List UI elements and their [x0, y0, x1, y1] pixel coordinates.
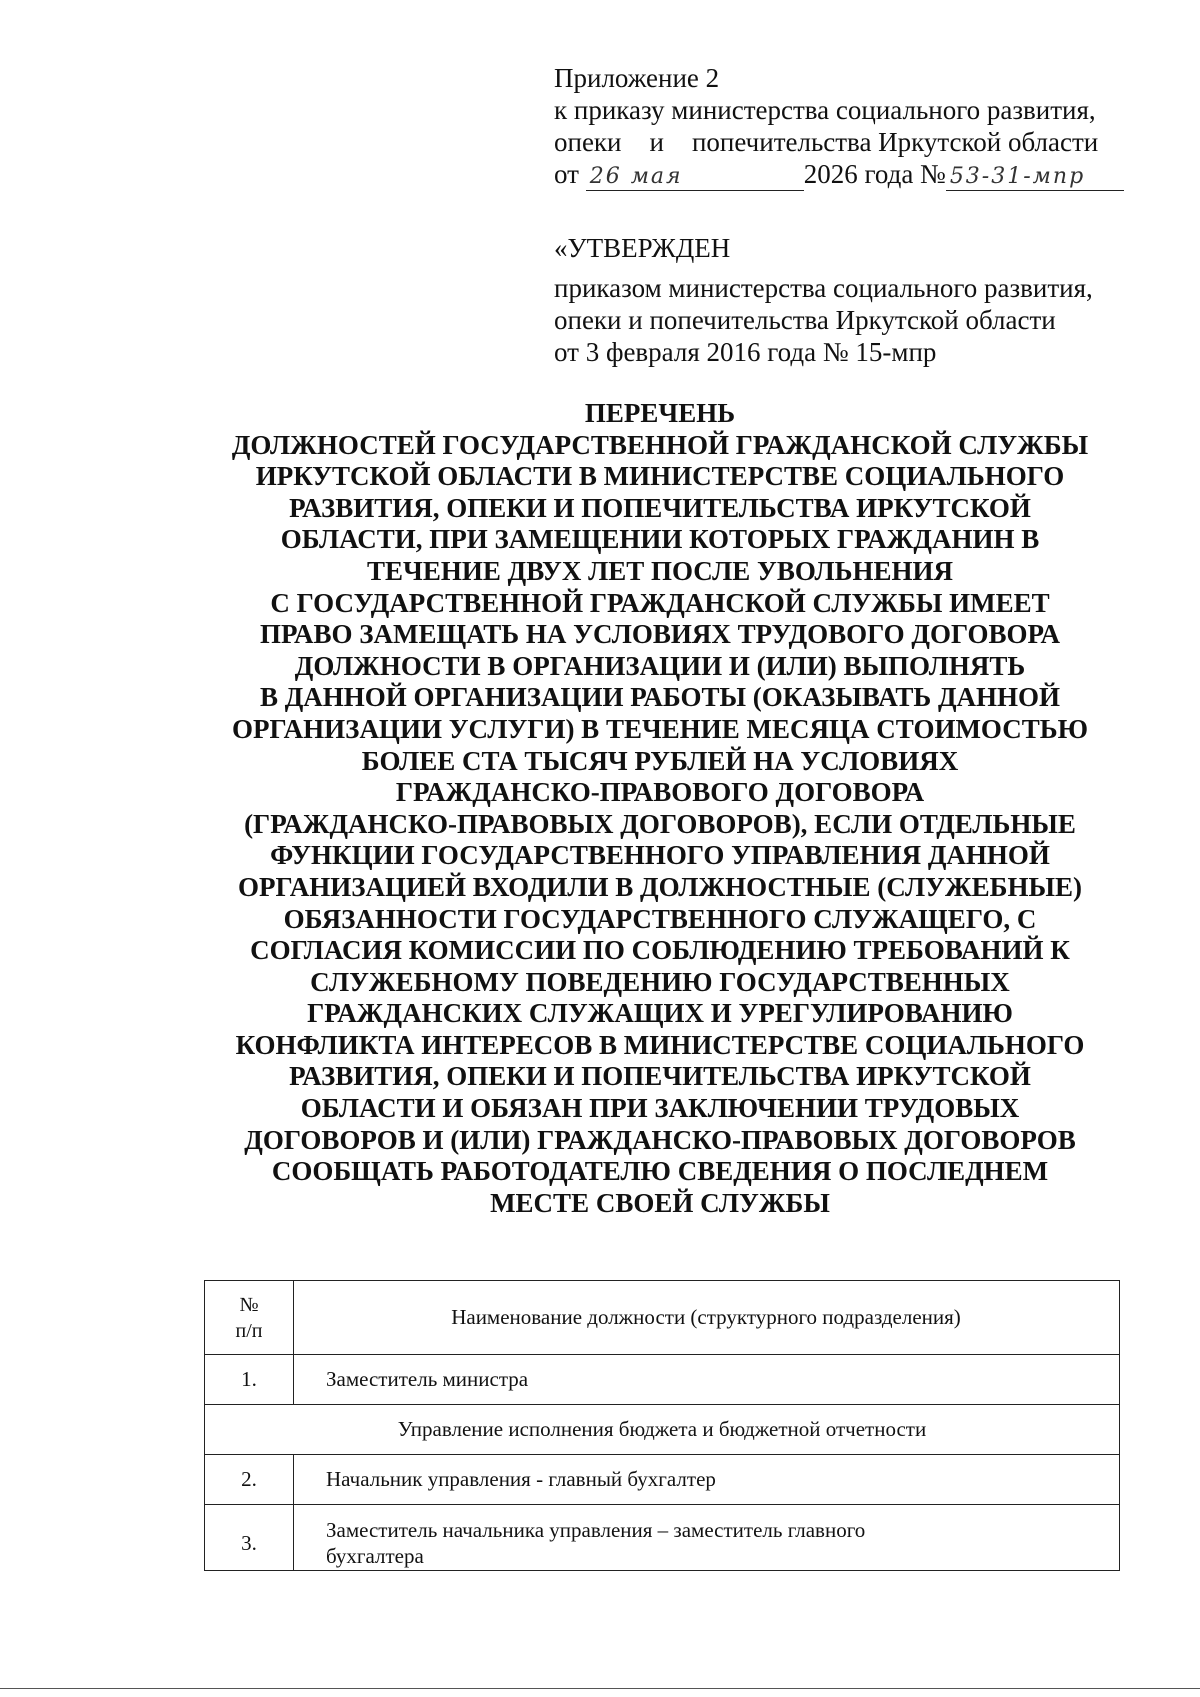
- title-line: ДОЛЖНОСТЕЙ ГОСУДАРСТВЕННОЙ ГРАЖДАНСКОЙ СЛУЖБЫ: [231, 429, 1089, 460]
- approved-heading: «УТВЕРЖДЕН: [554, 233, 731, 263]
- table-row: [205, 1355, 1120, 1405]
- approved-line-2: опеки и попечительства Иркутской области: [554, 305, 1056, 335]
- handwritten-number: 53-31-мпр: [946, 164, 1124, 191]
- appendix-word-opeki: опеки: [554, 127, 622, 157]
- title-line: ОБЯЗАННОСТИ ГОСУДАРСТВЕННОГО СЛУЖАЩЕГО, С: [283, 903, 1037, 934]
- appendix-word-and: и: [649, 127, 664, 157]
- header-number-sign: №: [239, 1293, 259, 1316]
- title-line: ГРАЖДАНСКИХ СЛУЖАЩИХ И УРЕГУЛИРОВАНИЮ: [307, 998, 1013, 1029]
- title-line: ГРАЖДАНСКО-ПРАВОВОГО ДОГОВОРА: [395, 777, 925, 808]
- title-line: СООБЩАТЬ РАБОТОДАТЕЛЮ СВЕДЕНИЯ О ПОСЛЕДНЕМ: [271, 1156, 1049, 1187]
- table-header-row: [205, 1281, 1120, 1355]
- title-line: ТЕЧЕНИЕ ДВУХ ЛЕТ ПОСЛЕ УВОЛЬНЕНИЯ: [367, 555, 953, 586]
- positions-table: [204, 1280, 1120, 1571]
- year-text: 2026 года №: [803, 159, 946, 189]
- page-bottom-edge: [0, 1688, 1200, 1689]
- title-line: ДОЛЖНОСТИ В ОРГАНИЗАЦИИ И (ИЛИ) ВЫПОЛНЯТЬ: [294, 650, 1026, 681]
- title-line: ОРГАНИЗАЦИЕЙ ВХОДИЛИ В ДОЛЖНОСТНЫЕ (СЛУЖЕБНЫЕ): [237, 871, 1083, 902]
- row-name-cell: [294, 1505, 1120, 1571]
- appendix-ministry-line: [554, 126, 1114, 158]
- title-line: ФУНКЦИИ ГОСУДАРСТВЕННОГО УПРАВЛЕНИЯ ДАННОЙ: [270, 840, 1050, 871]
- row-number-cell: 3.: [205, 1505, 294, 1571]
- row-name-cell: Начальник управления - главный бухгалтер: [294, 1455, 1120, 1505]
- title-line: ОБЛАСТИ, ПРИ ЗАМЕЩЕНИИ КОТОРЫХ ГРАЖДАНИН В: [280, 524, 1040, 555]
- header-number-cell: [205, 1281, 294, 1355]
- title-line: ОРГАНИЗАЦИИ УСЛУГИ) В ТЕЧЕНИЕ МЕСЯЦА СТОИМОСТЬЮ: [231, 713, 1089, 744]
- title-line: СЛУЖЕБНОМУ ПОВЕДЕНИЮ ГОСУДАРСТВЕННЫХ: [310, 966, 1010, 997]
- appendix-block: [554, 62, 1154, 191]
- title-line: ПРАВО ЗАМЕЩАТЬ НА УСЛОВИЯХ ТРУДОВОГО ДОГОВОРА: [259, 619, 1061, 650]
- approved-block: [554, 232, 1154, 368]
- table-row: [205, 1455, 1120, 1505]
- appendix-word-rest: попечительства Иркутской области: [691, 127, 1099, 157]
- table-section-row: [205, 1405, 1120, 1455]
- title-line: ИРКУТСКОЙ ОБЛАСТИ В МИНИСТЕРСТВЕ СОЦИАЛЬНОГО: [255, 461, 1065, 492]
- title-line: ДОГОВОРОВ И (ИЛИ) ГРАЖДАНСКО-ПРАВОВЫХ ДОГОВОРОВ: [244, 1124, 1076, 1155]
- title-line: (ГРАЖДАНСКО-ПРАВОВЫХ ДОГОВОРОВ), ЕСЛИ ОТДЕЛЬНЫЕ: [244, 808, 1076, 839]
- title-line: РАЗВИТИЯ, ОПЕКИ И ПОПЕЧИТЕЛЬСТВА ИРКУТСКОЙ: [289, 1061, 1031, 1092]
- table-row: [205, 1505, 1120, 1571]
- approved-line-1: приказом министерства социального развития,: [554, 273, 1093, 303]
- header-number-abbr: п/п: [235, 1319, 263, 1342]
- row-name-line: бухгалтера: [326, 1544, 424, 1568]
- from-label: от: [554, 159, 579, 189]
- title-line: В ДАННОЙ ОРГАНИЗАЦИИ РАБОТЫ (ОКАЗЫВАТЬ ДАННОЙ: [259, 682, 1061, 713]
- row-name-line: Заместитель начальника управления – заместитель главного: [326, 1518, 866, 1542]
- title-line: БОЛЕЕ СТА ТЫСЯЧ РУБЛЕЙ НА УСЛОВИЯХ: [361, 745, 959, 776]
- header-name-cell: Наименование должности (структурного подразделения): [294, 1281, 1120, 1355]
- handwritten-date: 26 мая: [586, 164, 804, 191]
- title-line: КОНФЛИКТА ИНТЕРЕСОВ В МИНИСТЕРСТВЕ СОЦИАЛЬНОГО: [235, 1029, 1085, 1060]
- title-line: С ГОСУДАРСТВЕННОЙ ГРАЖДАНСКОЙ СЛУЖБЫ ИМЕЕТ: [270, 587, 1050, 618]
- appendix-order-line: к приказу министерства социального развития,: [554, 95, 1096, 125]
- title-line: РАЗВИТИЯ, ОПЕКИ И ПОПЕЧИТЕЛЬСТВА ИРКУТСКОЙ: [289, 492, 1031, 523]
- row-name-cell: Заместитель министра: [294, 1355, 1120, 1405]
- title-line: МЕСТЕ СВОЕЙ СЛУЖБЫ: [490, 1187, 830, 1218]
- row-number-cell: 1.: [205, 1355, 294, 1405]
- document-title: [190, 398, 1130, 1219]
- title-line: ОБЛАСТИ И ОБЯЗАН ПРИ ЗАКЛЮЧЕНИИ ТРУДОВЫХ: [300, 1093, 1020, 1124]
- appendix-title: Приложение 2: [554, 63, 720, 93]
- title-line: СОГЛАСИЯ КОМИССИИ ПО СОБЛЮДЕНИЮ ТРЕБОВАНИЙ К: [250, 935, 1070, 966]
- appendix-date-line: [554, 158, 1154, 191]
- row-number-cell: 2.: [205, 1455, 294, 1505]
- approved-line-3: от 3 февраля 2016 года № 15-мпр: [554, 337, 937, 367]
- section-heading-cell: Управление исполнения бюджета и бюджетной отчетности: [205, 1405, 1120, 1455]
- title-line: ПЕРЕЧЕНЬ: [584, 398, 736, 428]
